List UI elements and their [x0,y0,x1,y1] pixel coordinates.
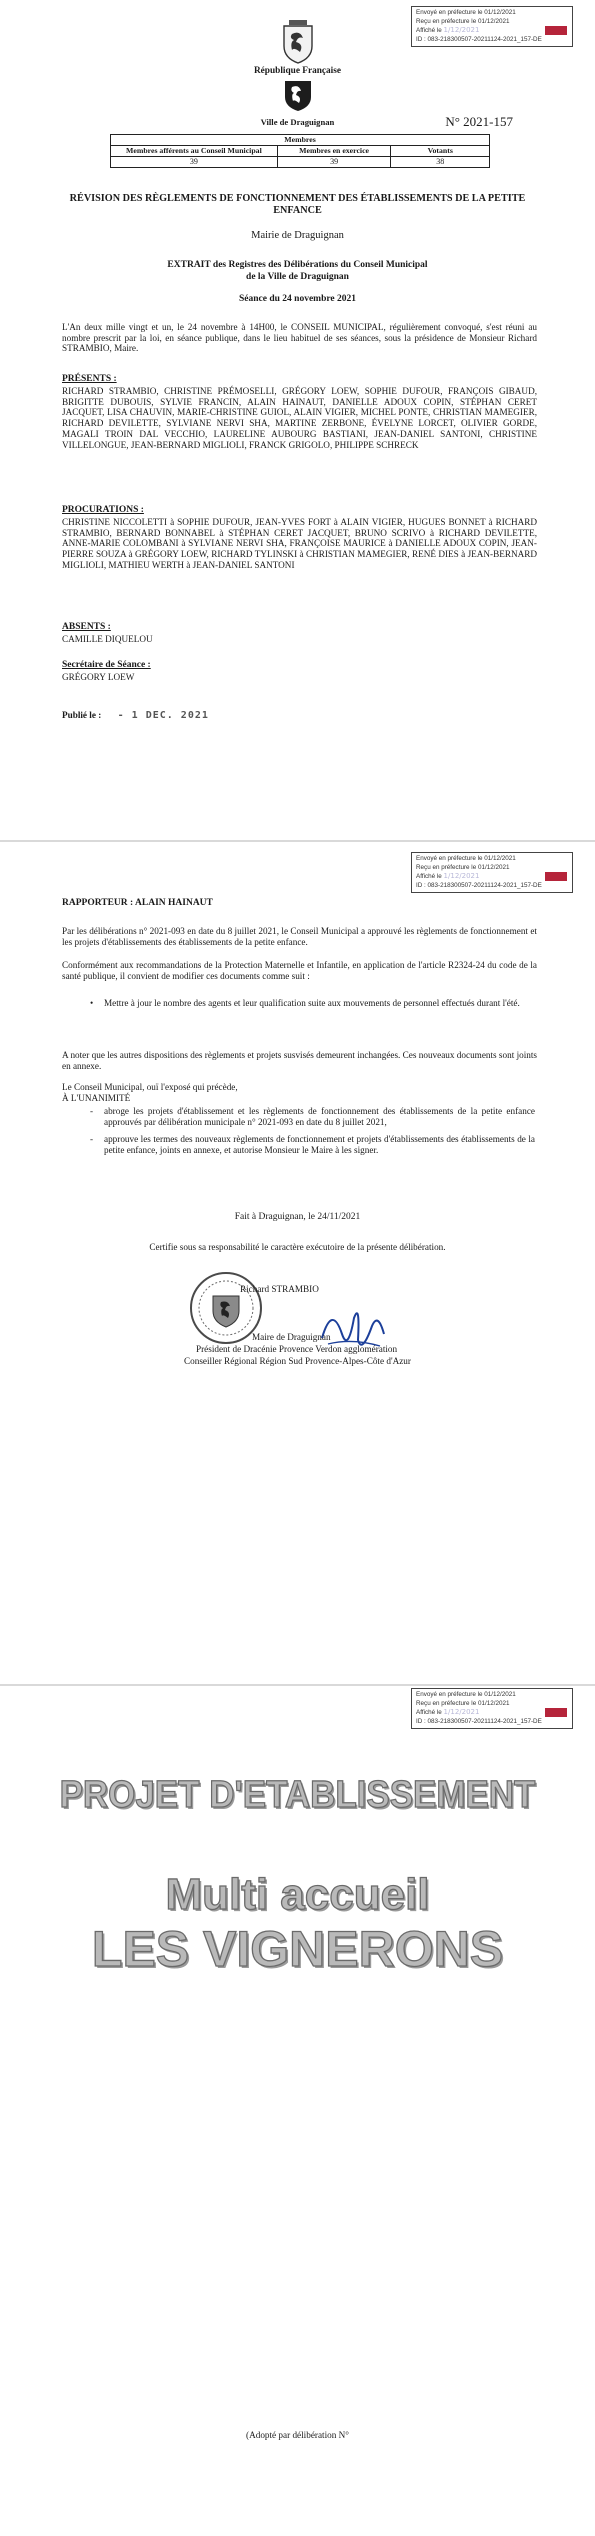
stamp-received: Reçu en préfecture le 01/12/2021 [416,1699,510,1707]
cover-establishment-name: LES VIGNERONS [91,1921,504,1977]
fait-a: Fait à Draguignan, le 24/11/2021 [234,1212,361,1222]
draguignan-coat-of-arms-icon [278,20,318,64]
procurations-label: PROCURATIONS : [62,505,144,515]
cover-subtitle: Multi accueil [165,1870,430,1919]
republique-francaise: République Française [253,66,342,76]
membres-value: 38 [391,157,490,168]
stamp-posted: Affiché le 1/12/2021 [416,872,480,881]
membres-header: Membres en exercice [277,146,391,157]
city-crest-icon [282,78,314,112]
signatory-role-agglomeration: Président de Dracénie Provence Verdon agglomération [196,1344,398,1354]
membres-value: 39 [277,157,391,168]
stamp-sent: Envoyé en préfecture le 01/12/2021 [416,9,516,16]
membres-title: Membres [111,135,490,146]
stamp-posted: Affiché le 1/12/2021 [416,1708,480,1717]
paragraph-autres-dispositions: A noter que les autres dispositions des règlements et projets susvisés demeurent inchangées. Ces nouveaux documents sont joints en annexe. [62,1050,537,1071]
prefecture-stamp [411,852,573,893]
paragraph-deliberations: Par les délibérations n° 2021-093 en date du 8 juillet 2021, le Conseil Municipal a approuvé les règlements de fonctionnement et les projets d'établissements des établissements de la petite enfance. [62,926,537,947]
extrait-heading-2: de la Ville de Draguignan [246,272,349,282]
prefecture-stamp [411,1688,573,1729]
procurations-list: CHRISTINE NICCOLETTI à SOPHIE DUFOUR, JEAN-YVES FORT à ALAIN VIGIER, HUGUES BONNET à RICHARD STRAMBIO, BERNARD BONNABEL à STÉPHAN CERET JACQUET, BRUNO SCRIVO à RICHARD DEVILETTE, ANNE-MARIE COLOMBANI à SYLVIANE NERVI SHA, FRANÇOISE MAURICE à DANIELLE ADOUX COPIN, JEAN-PIERRE SOUZA à GRÉGORY LOEW, RICHARD TYLINSKI à CHRISTIAN MAMEGIER, RENÉ DIES à JEAN-BERNARD MIGLIOLI, MATHIEU WERTH à JEAN-DANIEL SANTONI [62,517,537,570]
deliberation-number: N° 2021-157 [445,114,513,129]
adoption-note: (Adopté par délibération N° [246,2430,349,2440]
secretaire-name: GRÉGORY LOEW [62,672,135,682]
intro-paragraph: L'An deux mille vingt et un, le 24 novembre à 14H00, le CONSEIL MUNICIPAL, régulièrement convoqué, s'est réuni au nombre prescrit par la loi, en séance publique, dans le lieu habituel de ses séances, sous la présidence de Monsieur Richard STRAMBIO, Maire. [62,322,537,354]
signatory-name: Richard STRAMBIO [240,1284,319,1294]
stamp-logo [545,26,567,35]
modification-list [90,998,530,1015]
unanimite: À L'UNANIMITÉ [62,1092,131,1103]
stamp-sent: Envoyé en préfecture le 01/12/2021 [416,1691,516,1698]
page-2 [0,842,595,1684]
publie-date-stamp: - 1 DEC. 2021 [117,710,209,721]
page-1 [0,0,595,840]
stamp-sent: Envoyé en préfecture le 01/12/2021 [416,855,516,862]
decision-item: - approuve les termes des nouveaux règlements de fonctionnement et projets d'établissements des établissements de la petite enfance, joints en annexe, et autorise Monsieur le Maire à les signer. [90,1134,535,1156]
page-3 [0,1686,595,2536]
presents-label: PRÉSENTS : [62,374,117,384]
extrait-heading: EXTRAIT des Registres des Délibérations du Conseil Municipal [167,260,428,270]
certification: Certifie sous sa responsabilité le caractère exécutoire de la présente délibération. [149,1242,446,1252]
prefecture-stamp [411,6,573,47]
modification-item: • Mettre à jour le nombre des agents et leur qualification suite aux mouvements de personnel effectués durant l'été. [90,998,530,1009]
paragraph-pmi: Conformément aux recommandations de la Protection Maternelle et Infantile, en application de l'article R2324-24 du code de la santé publique, il convient de modifier ces documents comme suit : [62,960,537,981]
ville-de-draguignan: Ville de Draguignan [260,117,335,127]
membres-header: Votants [391,146,490,157]
publie-label: Publié le : [62,710,102,720]
decision-list [90,1106,535,1162]
stamp-received: Reçu en préfecture le 01/12/2021 [416,863,510,871]
stamp-id: ID : 083-218300507-20211124-2021_157-DE [416,1717,542,1725]
stamp-logo [545,872,567,881]
stamp-id: ID : 083-218300507-20211124-2021_157-DE [416,35,542,43]
membres-header: Membres afférents au Conseil Municipal [111,146,278,157]
signatory-role-mayor: Maire de Draguignan [252,1332,331,1342]
absents-list: CAMILLE DIQUELOU [62,634,153,644]
council-line: Le Conseil Municipal, ouï l'exposé qui précède, [62,1082,238,1092]
secretaire-label: Secrétaire de Séance : [62,660,151,670]
mairie-heading: Mairie de Draguignan [251,230,344,241]
rapporteur: RAPPORTEUR : ALAIN HAINAUT [62,898,213,908]
stamp-logo [545,1708,567,1717]
stamp-received: Reçu en préfecture le 01/12/2021 [416,17,510,25]
stamp-id: ID : 083-218300507-20211124-2021_157-DE [416,881,542,889]
seance-date: Séance du 24 novembre 2021 [239,294,356,304]
cover-title: PROJET D'ETABLISSEMENT [59,1774,536,1816]
publie-line [62,710,362,722]
absents-label: ABSENTS : [62,622,111,632]
council-statement [62,1082,537,1103]
signatory-role-region: Conseiller Régional Région Sud Provence-Alpes-Côte d'Azur [184,1356,411,1366]
membres-table [110,134,490,168]
presents-list: RICHARD STRAMBIO, CHRISTINE PRÉMOSELLI, GRÉGORY LOEW, SOPHIE DUFOUR, FRANÇOIS GIBAUD, BRIGITTE DUBOUIS, SYLVIE FRANCIN, ALAIN HAINAUT, DANIELLE ADOUX COPIN, STÉPHAN CERET JACQUET, LISA CHAUVIN, MARIE-CHRISTINE GUIOL, ALAIN VIGIER, MICHEL PONTE, CHRISTIAN MAMEGIER, RICHARD DEVILETTE, SYLVIANE NERVI SHA, MARTINE ZERBONE, ÉVELYNE LORCET, OLIVIER GORDE, MAGALI TROIN DAL VECCHIO, LAURELINE AUBOURG BASTIANI, JEAN-DANIEL SANTONI, CHRISTINE VILLELONGUE, JEAN-BERNARD MIGLIOLI, FRANCK GRIGOLO, PHILIPPE SCHRECK [62,386,537,450]
membres-value: 39 [111,157,278,168]
decision-item: - abroge les projets d'établissement et les règlements de fonctionnement des établissements de la petite enfance approuvés par délibération municipale n° 2021-093 en date du 8 juillet 2021, [90,1106,535,1128]
document-subject: RÉVISION DES RÈGLEMENTS DE FONCTIONNEMENT DES ÉTABLISSEMENTS DE LA PETITE ENFANCE [69,193,526,216]
stamp-posted: Affiché le 1/12/2021 [416,26,480,35]
